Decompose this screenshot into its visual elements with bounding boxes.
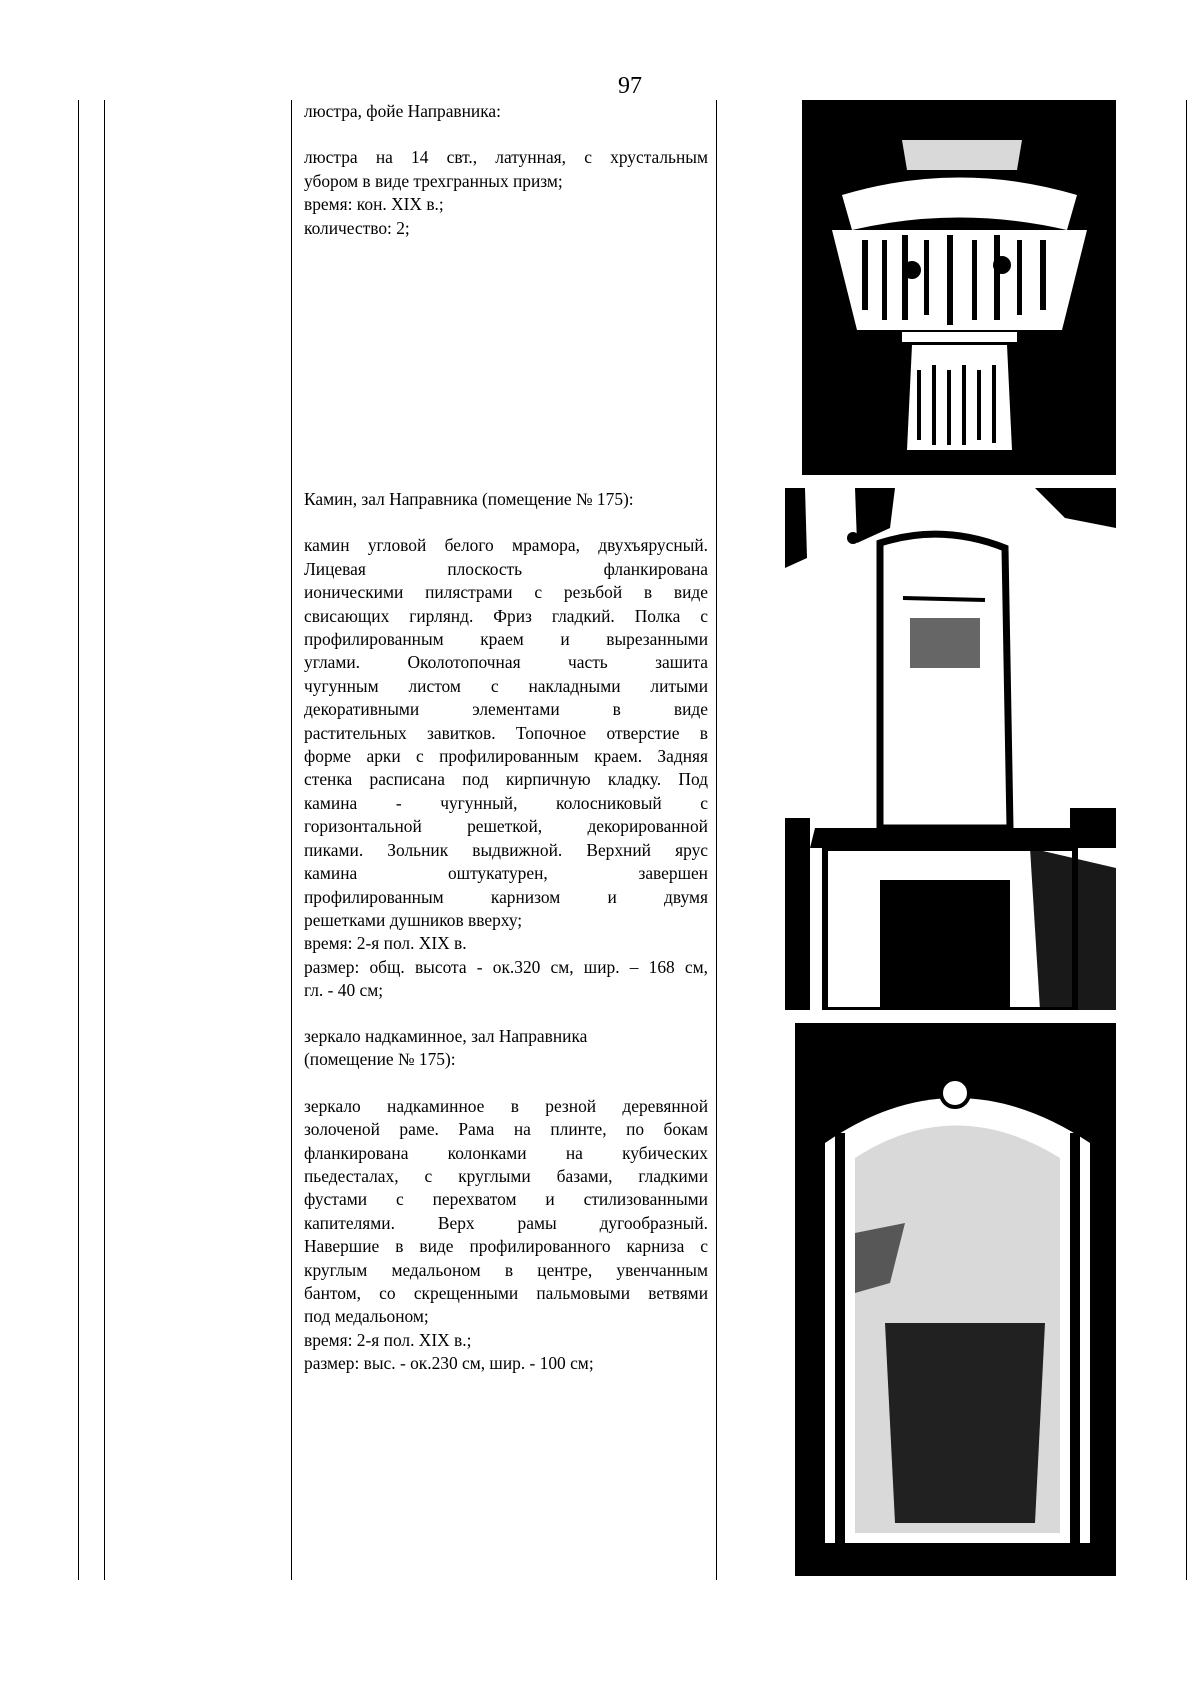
- desc-line: время: кон. XIX в.;: [304, 194, 444, 215]
- desc-line: бантом, со скрещенными пальмовыми ветвями: [304, 1283, 708, 1304]
- entry-mirror: [304, 1025, 708, 1376]
- table-rule-mid-left: [291, 100, 292, 1580]
- desc-line: пьедесталах, с круглыми базами, гладкими: [304, 1166, 708, 1187]
- desc-line: круглым медальоном в центре, увенчанным: [304, 1259, 708, 1280]
- mirror-photo-icon: [795, 1023, 1116, 1576]
- fireplace-photo-icon: [785, 488, 1116, 1010]
- desc-line: пиками. Зольник выдвижной. Верхний ярус: [304, 839, 708, 860]
- desc-line: Навершие в виде профилированного карниза с: [304, 1236, 708, 1257]
- desc-line: камина оштукатурен, завершен: [304, 863, 708, 884]
- desc-line: Лицевая плоскость фланкирована: [304, 558, 708, 579]
- desc-line: размер: общ. высота - ок.320 см, шир. – 168 см,: [304, 956, 708, 977]
- desc-line: золоченой раме. Рама на плинте, по бокам: [304, 1119, 708, 1140]
- desc-line: убором в виде трехгранных призм;: [304, 170, 563, 191]
- desc-line: под медальоном;: [304, 1306, 429, 1327]
- desc-line: профилированным карнизом и двумя: [304, 886, 708, 907]
- desc-line: зеркало надкаминное в резной деревянной: [304, 1095, 708, 1116]
- desc-line: фланкирована колонками на кубических: [304, 1142, 708, 1163]
- desc-line: время: 2-я пол. XIX в.;: [304, 1329, 472, 1350]
- desc-line: капителями. Верх рамы дугообразный.: [304, 1212, 708, 1233]
- desc-line: камина - чугунный, колосниковый с: [304, 792, 708, 813]
- desc-line: форме арки с профилированным краем. Задняя: [304, 746, 708, 767]
- desc-line: профилированным краем и вырезанными: [304, 629, 708, 650]
- desc-line: решетками душников вверху;: [304, 909, 523, 930]
- entry-chandelier: [304, 100, 708, 240]
- table-rule-mid-right: [716, 100, 717, 1580]
- table-rule-left-outer: [78, 100, 79, 1580]
- desc-line: чугунным листом с накладными литыми: [304, 675, 708, 696]
- desc-line: фустами с перехватом и стилизованными: [304, 1189, 708, 1210]
- chandelier-photo-icon: [802, 100, 1116, 475]
- desc-line: размер: выс. - ок.230 см, шир. - 100 см;: [304, 1353, 594, 1374]
- desc-line: камин угловой белого мрамора, двухъярусный.: [304, 535, 708, 556]
- desc-line: горизонтальной решеткой, декорированной: [304, 816, 708, 837]
- desc-line: растительных завитков. Топочное отверстие в: [304, 722, 708, 743]
- desc-line: количество: 2;: [304, 217, 410, 238]
- desc-line: свисающих гирлянд. Фриз гладкий. Полка с: [304, 605, 708, 626]
- desc-line: декоративными элементами в виде: [304, 699, 708, 720]
- desc-line: стенка расписана под кирпичную кладку. Под: [304, 769, 708, 790]
- mirror-photo: [795, 1023, 1116, 1576]
- fireplace-photo: [785, 488, 1116, 1010]
- entry-heading: люстра, фойе Направника:: [304, 101, 501, 121]
- entry-fireplace: [304, 488, 708, 1003]
- table-rule-right: [1186, 100, 1187, 1580]
- desc-line: углами. Околотопочная часть зашита: [304, 652, 708, 673]
- desc-line: гл. - 40 см;: [304, 980, 384, 1001]
- table-rule-left-inner: [104, 100, 105, 1580]
- desc-line: люстра на 14 свт., латунная, с хрустальным: [304, 147, 708, 168]
- entry-heading-cont: (помещение № 175):: [304, 1049, 456, 1070]
- page-number: 97: [618, 73, 642, 99]
- desc-line: ионическими пилястрами с резьбой в виде: [304, 582, 708, 603]
- entry-heading: зеркало надкаминное, зал Направника: [304, 1026, 588, 1046]
- desc-line: время: 2-я пол. XIX в.: [304, 933, 467, 954]
- entry-heading: Камин, зал Направника (помещение № 175):: [304, 489, 634, 509]
- chandelier-photo: [802, 100, 1116, 475]
